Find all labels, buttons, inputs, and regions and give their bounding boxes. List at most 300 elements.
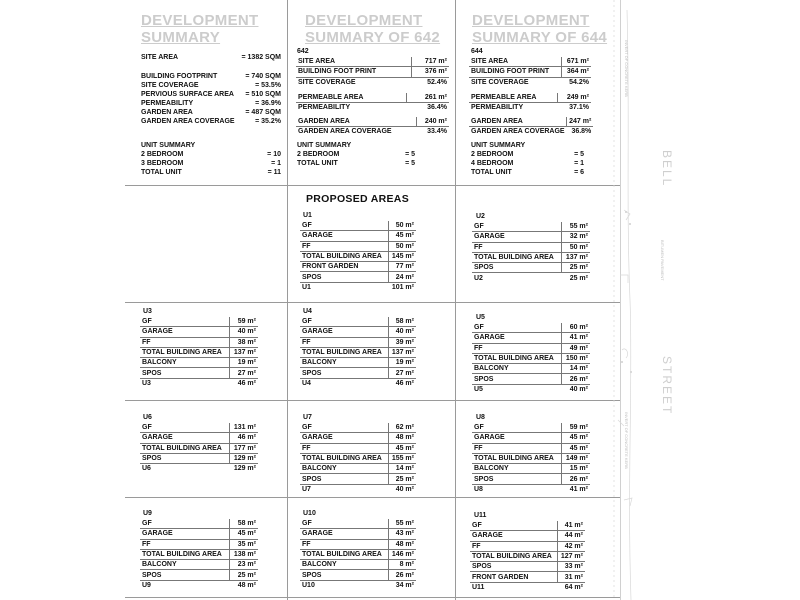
row-value: 45 m² (388, 231, 416, 241)
row-value: 26 m² (562, 374, 590, 384)
row-label-unit-summary: UNIT SUMMARY (141, 142, 196, 149)
row-value: = 11 (267, 169, 281, 176)
row-value: 55 m² (562, 222, 590, 232)
table-row (140, 423, 258, 433)
row-value: 27 m² (230, 368, 258, 378)
row-value: 26 m² (562, 474, 590, 484)
proposed-areas-title: PROPOSED AREAS (306, 193, 409, 205)
row-value: 177 m² (230, 443, 258, 453)
title-line-2: SUMMARY OF 642 (305, 29, 441, 46)
row-label-total-building-area: TOTAL BUILDING AREA (300, 453, 388, 463)
table-row (140, 519, 258, 529)
unit-table-u10 (300, 519, 416, 590)
unit-table-u9 (140, 519, 258, 590)
row-label-balcony: BALCONY (300, 358, 388, 368)
summary-row (141, 168, 281, 177)
row-value: 33 m² (557, 562, 585, 572)
row-value: 50 m² (388, 221, 416, 231)
row-value: 59 m² (230, 317, 258, 327)
row-label-garage: GARAGE (300, 529, 388, 539)
row-label-gf: GF (472, 323, 562, 333)
row-value: 50 m² (562, 242, 590, 252)
row-value: 50 m² (388, 241, 416, 251)
row-value: = 1 (574, 160, 584, 167)
table-row (300, 241, 416, 251)
summary-row (141, 99, 281, 108)
table-644-a (469, 57, 591, 87)
row-label-balcony: BALCONY (472, 364, 562, 374)
row-value: = 53.5% (255, 82, 281, 89)
row-label-u10: U10 (302, 581, 315, 589)
table-row (470, 531, 585, 541)
row-value: 41 m² (557, 521, 585, 531)
row-label-permeability: PERMEABILITY (141, 100, 194, 107)
table-row (472, 374, 590, 384)
row-value: 129 m² (233, 465, 256, 473)
table-row (472, 384, 590, 394)
row-value: 8 m² (388, 560, 416, 570)
row-value: 45 m² (388, 443, 416, 453)
table-row (469, 57, 591, 67)
row-label-u8: U8 (474, 485, 483, 493)
table-row (140, 539, 258, 549)
table-row (470, 551, 585, 561)
row-label-site-coverage: SITE COVERAGE (298, 78, 356, 86)
row-label-front-garden: FRONT GARDEN (300, 262, 388, 272)
row-value: = 510 SQM (245, 91, 281, 98)
summary-row (297, 159, 415, 168)
row-value: 149 m² (562, 453, 590, 463)
row-label-total-building-area: TOTAL BUILDING AREA (472, 453, 562, 463)
table-row (472, 263, 590, 273)
row-value: 36.4% (427, 104, 447, 112)
row-value: 23 m² (230, 560, 258, 570)
row-label-garden-area-coverage: GARDEN AREA COVERAGE (298, 128, 392, 136)
table-row (300, 347, 416, 357)
row-value: = 6 (574, 169, 584, 176)
row-value: 137 m² (230, 347, 258, 357)
table-row (140, 443, 258, 453)
table-row (470, 572, 585, 582)
summary-row (141, 72, 281, 81)
table-row (469, 67, 591, 77)
table-row (140, 433, 258, 443)
row-label-ff: FF (300, 241, 388, 251)
table-row (140, 453, 258, 463)
site-plan-linework (600, 0, 800, 600)
row-value: 36.8% (571, 128, 592, 136)
row-label-u5: U5 (474, 385, 483, 393)
row-label-ff: FF (470, 541, 557, 551)
table-row (472, 464, 590, 474)
table-row (300, 484, 416, 494)
row-label-ff: FF (472, 242, 562, 252)
row-value: 31 m² (557, 572, 585, 582)
row-label-gf: GF (300, 519, 388, 529)
row-value: 44 m² (557, 531, 585, 541)
table-644-b (469, 93, 591, 113)
title-line-2: SUMMARY OF 644 (472, 29, 608, 46)
summary-units (141, 141, 281, 177)
row-value: 15 m² (562, 464, 590, 474)
row-label-site-area: SITE AREA (296, 57, 412, 67)
row-value: 14 m² (388, 464, 416, 474)
row-value: 25 m² (230, 570, 258, 580)
row-value: 137 m² (388, 347, 416, 357)
street-label-bell: BELL (660, 150, 674, 188)
summary-row (141, 117, 281, 126)
table-row (472, 484, 590, 494)
table-row (296, 77, 449, 87)
table-row (470, 541, 585, 551)
table-row (472, 222, 590, 232)
row-value: 25 m² (562, 263, 590, 273)
row-label-u9: U9 (142, 581, 151, 589)
table-row (300, 549, 416, 559)
row-label-total-building-area: TOTAL BUILDING AREA (140, 443, 230, 453)
row-value: = 35.2% (255, 118, 281, 125)
row-label-building-foot-print: BUILDING FOOT PRINT (469, 67, 561, 77)
unit-label-u11: U11 (474, 512, 487, 519)
row-value: 146 m² (388, 549, 416, 559)
title-line-1: DEVELOPMENT (305, 12, 423, 29)
row-value: = 5 (405, 160, 415, 167)
unit-table-u8 (472, 423, 590, 494)
table-644-c (469, 117, 593, 137)
row-label-ff: FF (140, 337, 230, 347)
row-value: 364 m² (561, 67, 591, 77)
row-label-unit-summary: UNIT SUMMARY (297, 142, 352, 149)
row-label-2-bedroom: 2 BEDROOM (471, 151, 514, 158)
row-value: 46 m² (230, 433, 258, 443)
row-label-spos: SPOS (472, 374, 562, 384)
row-label-total-building-area: TOTAL BUILDING AREA (140, 549, 230, 559)
row-value: = 1382 SQM (241, 54, 281, 61)
row-value: 38 m² (230, 337, 258, 347)
row-label-site-coverage: SITE COVERAGE (141, 82, 199, 89)
row-label-total-building-area: TOTAL BUILDING AREA (472, 252, 562, 262)
table-row (300, 358, 416, 368)
row-value: 33.4% (427, 128, 447, 136)
table-row (140, 570, 258, 580)
table-row (469, 93, 591, 103)
row-value: 45 m² (562, 443, 590, 453)
unit-label-u1: U1 (303, 212, 312, 219)
table-row (296, 93, 449, 103)
title-line-1: DEVELOPMENT (141, 12, 259, 29)
table-row (472, 443, 590, 453)
summary-row (141, 141, 281, 150)
summary-row (471, 168, 584, 177)
table-row (300, 539, 416, 549)
row-label-permeability: PERMEABILITY (471, 104, 524, 112)
row-label-spos: SPOS (472, 474, 562, 484)
row-value: = 5 (405, 151, 415, 158)
row-value: 60 m² (562, 323, 590, 333)
row-label-gf: GF (300, 423, 388, 433)
s644-units (471, 141, 584, 177)
table-row (472, 453, 590, 463)
row-value: 137 m² (562, 252, 590, 262)
row-label-garden-area-coverage: GARDEN AREA COVERAGE (471, 128, 565, 136)
row-label-gf: GF (300, 317, 388, 327)
development-summary-title (141, 12, 258, 46)
row-label-total-building-area: TOTAL BUILDING AREA (300, 347, 388, 357)
row-label-total-unit: TOTAL UNIT (471, 169, 512, 176)
row-label-permeable-area: PERMEABLE AREA (296, 93, 407, 103)
row-label-2-bedroom: 2 BEDROOM (297, 151, 340, 158)
unit-table-u4 (300, 317, 416, 388)
row-label-total-building-area: TOTAL BUILDING AREA (300, 549, 388, 559)
row-label-ff: FF (300, 443, 388, 453)
table-row (300, 262, 416, 272)
row-value: 77 m² (388, 262, 416, 272)
row-label-garage: GARAGE (472, 433, 562, 443)
row-label-spos: SPOS (140, 368, 230, 378)
divider-v-1 (287, 0, 288, 600)
row-label-ff: FF (300, 337, 388, 347)
row-value: 127 m² (557, 551, 585, 561)
table-row (300, 433, 416, 443)
summary-row (471, 159, 584, 168)
row-label-4-bedroom: 4 BEDROOM (471, 160, 514, 167)
row-value: 62 m² (388, 423, 416, 433)
row-value: 376 m² (412, 67, 449, 77)
row-label-u7: U7 (302, 485, 311, 493)
row-value: 247 m² (567, 117, 594, 127)
table-642-b (296, 93, 449, 113)
row-label-garage: GARAGE (140, 529, 230, 539)
row-value: 26 m² (388, 570, 416, 580)
unit-table-u6 (140, 423, 258, 473)
row-label-permeability: PERMEABILITY (298, 104, 351, 112)
row-label-ff: FF (140, 539, 230, 549)
table-row (296, 67, 449, 77)
unit-label-u3: U3 (143, 308, 152, 315)
row-value: 671 m² (561, 57, 591, 67)
row-label-total-building-area: TOTAL BUILDING AREA (300, 251, 388, 261)
table-row (300, 443, 416, 453)
table-row (300, 464, 416, 474)
table-row (472, 232, 590, 242)
row-label-u2: U2 (474, 274, 483, 282)
row-label-spos: SPOS (472, 263, 562, 273)
unit-label-u7: U7 (303, 414, 312, 421)
row-label-unit-summary: UNIT SUMMARY (471, 142, 526, 149)
row-label-garage: GARAGE (140, 327, 230, 337)
row-label-ff: FF (300, 539, 388, 549)
row-label-garage: GARAGE (470, 531, 557, 541)
unit-label-u6: U6 (143, 414, 152, 421)
row-value: 48 m² (388, 539, 416, 549)
table-row (300, 282, 416, 292)
row-value: 35 m² (230, 539, 258, 549)
table-row (140, 337, 258, 347)
table-row (300, 368, 416, 378)
kerb-note-2: INVERT OF CONCRETE KERB (624, 412, 629, 469)
unit-label-u10: U10 (303, 510, 316, 517)
summary-site (141, 53, 281, 62)
unit-label-u4: U4 (303, 308, 312, 315)
row-value: 45 m² (230, 529, 258, 539)
table-row (140, 317, 258, 327)
row-label-pervious-surface-area: PERVIOUS SURFACE AREA (141, 91, 234, 98)
row-label-total-building-area: TOTAL BUILDING AREA (140, 347, 230, 357)
row-value: = 487 SQM (245, 109, 281, 116)
row-value: 54.2% (569, 78, 589, 86)
divider-h-5 (125, 597, 620, 598)
row-label-gf: GF (300, 221, 388, 231)
table-row (300, 529, 416, 539)
row-label-ff: FF (472, 343, 562, 353)
row-label-total-unit: TOTAL UNIT (141, 169, 182, 176)
row-label-spos: SPOS (300, 570, 388, 580)
unit-table-u11 (470, 521, 585, 592)
row-value: 43 m² (388, 529, 416, 539)
table-row (472, 273, 590, 283)
row-label-garden-area: GARDEN AREA (141, 109, 193, 116)
row-value: 59 m² (562, 423, 590, 433)
summary-642-title (305, 12, 440, 46)
table-row (469, 117, 593, 127)
table-row (469, 103, 591, 113)
row-value: 46 m² (237, 379, 256, 387)
table-row (140, 464, 258, 474)
table-row (300, 378, 416, 388)
unit-label-u2: U2 (476, 213, 485, 220)
row-value: 717 m² (412, 57, 449, 67)
row-value: 58 m² (230, 519, 258, 529)
row-label-balcony: BALCONY (300, 560, 388, 570)
row-label-spos: SPOS (140, 570, 230, 580)
row-label-garage: GARAGE (300, 327, 388, 337)
title-line-2: SUMMARY (141, 29, 221, 46)
table-row (300, 474, 416, 484)
row-value: 261 m² (407, 93, 449, 103)
row-value: 19 m² (230, 358, 258, 368)
table-row (300, 580, 416, 590)
summary-row (141, 159, 281, 168)
row-label-gf: GF (472, 423, 562, 433)
row-value: 249 m² (557, 93, 591, 103)
row-value: 25 m² (569, 274, 588, 282)
table-row (470, 582, 585, 592)
row-label-garden-area: GARDEN AREA (296, 117, 416, 127)
row-value: 46 m² (395, 379, 414, 387)
row-value: 24 m² (388, 272, 416, 282)
row-value: 131 m² (230, 423, 258, 433)
row-label-site-coverage: SITE COVERAGE (471, 78, 529, 86)
table-row (140, 560, 258, 570)
row-label-garage: GARAGE (300, 433, 388, 443)
row-label-2-bedroom: 2 BEDROOM (141, 151, 184, 158)
row-value: 150 m² (562, 353, 590, 363)
title-line-1: DEVELOPMENT (472, 12, 590, 29)
row-label-site-area: SITE AREA (141, 54, 179, 61)
table-642-c (296, 117, 449, 137)
row-value: 40 m² (230, 327, 258, 337)
table-row (300, 560, 416, 570)
row-value: 101 m² (391, 283, 414, 291)
row-value: 129 m² (230, 453, 258, 463)
table-row (470, 521, 585, 531)
table-row (140, 358, 258, 368)
lot-642-label: 642 (297, 48, 309, 55)
row-value: 37.1% (569, 104, 589, 112)
row-value: 138 m² (230, 549, 258, 559)
summary-row (141, 90, 281, 99)
table-row (300, 317, 416, 327)
table-row (300, 453, 416, 463)
row-value: = 1 (271, 160, 281, 167)
table-row (472, 353, 590, 363)
summary-building (141, 72, 281, 126)
table-row (470, 562, 585, 572)
row-value: 49 m² (562, 343, 590, 353)
table-row (472, 423, 590, 433)
s642-units (297, 141, 415, 168)
row-label-u4: U4 (302, 379, 311, 387)
table-row (140, 327, 258, 337)
table-row (300, 272, 416, 282)
row-value: 145 m² (388, 251, 416, 261)
table-row (472, 242, 590, 252)
summary-row (141, 150, 281, 159)
summary-row (141, 81, 281, 90)
table-row (472, 323, 590, 333)
row-label-balcony: BALCONY (140, 358, 230, 368)
table-row (140, 347, 258, 357)
kerb-note-1: INVERT OF CONCRETE KERB (624, 40, 629, 97)
row-value: 40 m² (395, 485, 414, 493)
row-value: 34 m² (395, 581, 414, 589)
row-value: 55 m² (388, 519, 416, 529)
row-value: 32 m² (562, 232, 590, 242)
row-value: 48 m² (237, 581, 256, 589)
unit-table-u3 (140, 317, 258, 388)
row-value: 41 m² (569, 485, 588, 493)
row-label-balcony: BALCONY (300, 464, 388, 474)
table-row (300, 423, 416, 433)
table-row (296, 127, 449, 137)
row-value: 58 m² (388, 317, 416, 327)
row-label-gf: GF (140, 423, 230, 433)
table-row (140, 529, 258, 539)
row-label-u6: U6 (142, 465, 151, 473)
row-label-gf: GF (140, 519, 230, 529)
row-label-spos: SPOS (140, 453, 230, 463)
table-row (300, 231, 416, 241)
summary-row (297, 150, 415, 159)
table-row (296, 57, 449, 67)
row-label-front-garden: FRONT GARDEN (470, 572, 557, 582)
row-value: 52.4% (427, 78, 447, 86)
row-label-garage: GARAGE (472, 232, 562, 242)
row-label-ff: FF (472, 443, 562, 453)
table-row (140, 368, 258, 378)
row-label-permeable-area: PERMEABLE AREA (469, 93, 557, 103)
table-row (300, 337, 416, 347)
row-value: = 5 (574, 151, 584, 158)
row-label-building-footprint: BUILDING FOOTPRINT (141, 73, 218, 80)
row-label-balcony: BALCONY (472, 464, 562, 474)
row-label-u3: U3 (142, 379, 151, 387)
row-label-garden-area: GARDEN AREA (469, 117, 567, 127)
table-row (140, 580, 258, 590)
row-value: 39 m² (388, 337, 416, 347)
unit-label-u8: U8 (476, 414, 485, 421)
table-row (472, 333, 590, 343)
